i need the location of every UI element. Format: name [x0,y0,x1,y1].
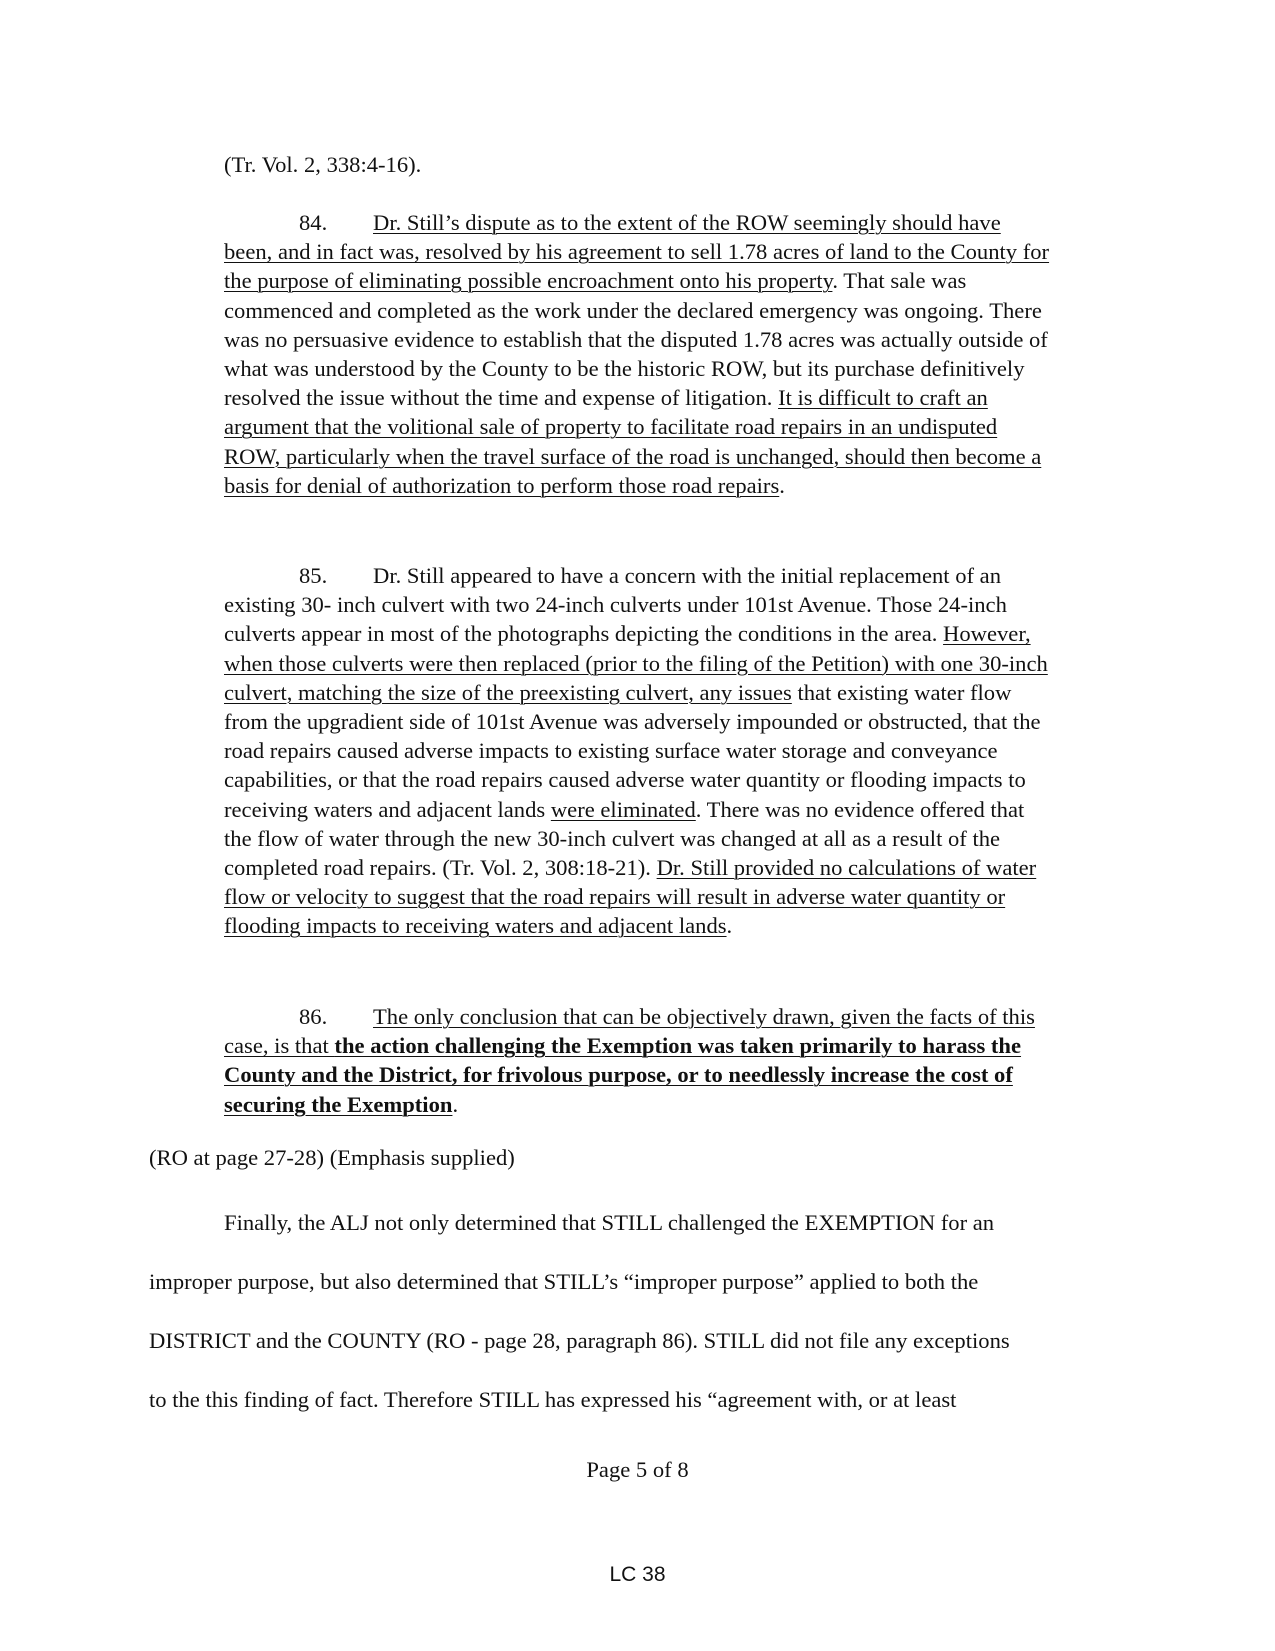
paragraph-text: Dr. Still appeared to have a concern with the initial replacement of an existing 30- inch culvert with two 24-inch culverts under 101st Avenue. Those 24-inch culverts appear in most of the photographs depicting the conditions in the area. [224,563,1007,647]
body-line: to the this finding of fact. Therefore STILL has expressed his “agreement with, or at least [149,1387,957,1412]
underlined-text: The only conclusion that can be objectively drawn, given the facts of this case, is that [224,1004,1035,1059]
bold-underlined-text: the action challenging the Exemption was taken primarily to harass the County and the District, for frivolous purpose, or to needlessly increase the cost of securing the Exemption [224,1033,1022,1117]
paragraph-end: . [779,472,785,498]
paragraph-number: 85. [299,563,328,588]
document-stamp: LC 38 [609,1563,666,1586]
body-line: DISTRICT and the COUNTY (RO - page 28, paragraph 86). STILL did not file any exceptions [149,1328,1010,1353]
paragraph-end: . [452,1091,459,1117]
paragraph-text: that existing water flow from the upgradient side of 101st Avenue was adversely impounded or obstructed, that the road repairs caused adverse impacts to existing surface water storage and conveyance capabilities, or that the road repairs caused adverse water quantity or flooding impacts to receiving waters and adjacent lands [224,679,1041,822]
underlined-text: were eliminated [550,796,696,822]
paragraph-text: . There was no evidence offered that the flow of water through the new 30-inch culvert was changed at all as a result of the completed road repairs. (Tr. Vol. 2, 308:18-21). [224,796,1025,881]
paragraph-85 [224,561,1054,941]
body-line: improper purpose, but also determined that STILL’s “improper purpose” applied to both the [149,1269,979,1294]
paragraph-number: 84. [299,210,328,235]
paragraph-text: . That sale was commenced and completed as the work under the declared emergency was ongoing. There was no persuasive evidence to establish that the disputed 1.78 acres was actually outside of what was understood by the County to be the historic ROW, but its purchase definitively resolved the issue without the time and expense of litigation. [224,268,1048,411]
paragraph-number: 86. [299,1004,328,1029]
body-paragraph [149,1193,1109,1429]
underlined-text: It is difficult to craft an argument that the volitional sale of property to facilitate road repairs in an undisputed ROW, particularly when the travel surface of the road is unchanged, should then become a basis for denial of authorization to perform those road repairs [224,385,1042,498]
body-line [149,1193,1109,1252]
paragraph-84 [224,208,1054,500]
underlined-text: However, when those culverts were then replaced (prior to the filing of the Petition) with one 30-inch culvert, matching the size of the preexisting culvert, any issues [224,621,1048,705]
underlined-text: Dr. Still’s dispute as to the extent of the ROW seemingly should have been, and in fact was, resolved by his agreement to sell 1.78 acres of land to the County for the purpose of eliminating possible encroachment onto his property [224,210,1050,294]
page-number: Page 5 of 8 [586,1457,689,1482]
paragraph-86 [224,1002,1054,1119]
citation-text: (Tr. Vol. 2, 338:4-16). [224,152,422,177]
ro-citation: (RO at page 27-28) (Emphasis supplied) [149,1145,515,1170]
transcript-citation [224,150,1054,179]
underlined-text: Dr. Still provided no calculations of water flow or velocity to suggest that the road repairs will result in adverse water quantity or flooding impacts to receiving waters and adjacent lands [224,855,1037,939]
body-line-text: Finally, the ALJ not only determined that STILL challenged the EXEMPTION for an [224,1210,995,1235]
paragraph-end: . [726,913,733,939]
